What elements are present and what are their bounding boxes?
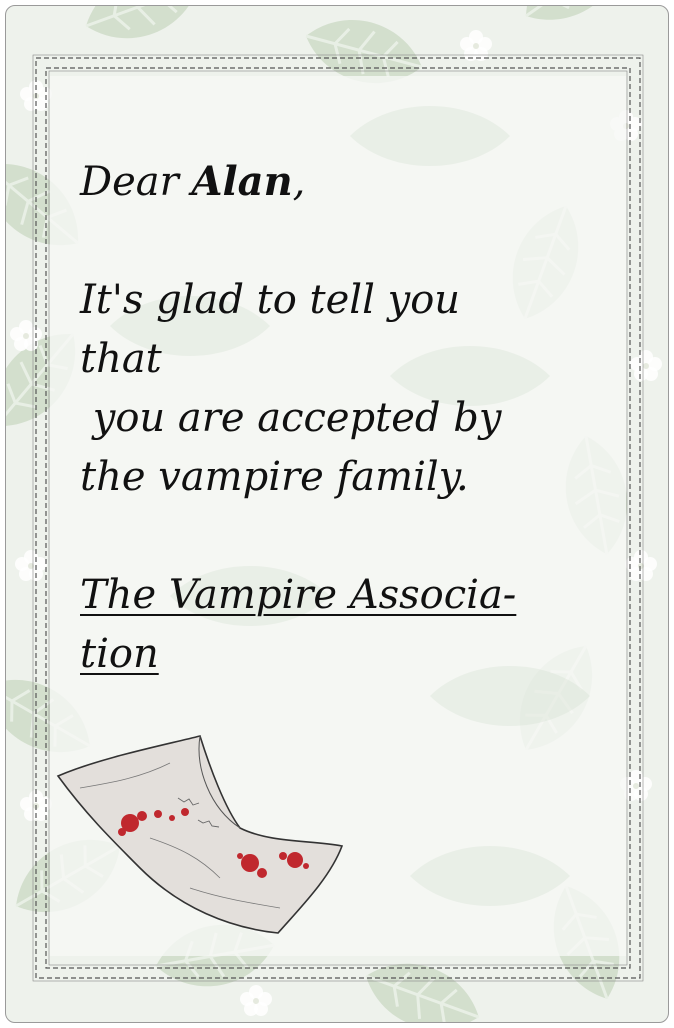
signature-line: The Vampire Associa-: [80, 572, 517, 618]
body-line: you are accepted by: [80, 395, 502, 441]
letter-text: [80, 152, 580, 684]
greeting-prefix: Dear: [80, 159, 192, 205]
body-line: It's glad to tell you: [80, 277, 461, 323]
paragraph-gap: [80, 507, 580, 566]
body-line: the vampire family.: [80, 454, 469, 500]
body-line: that: [80, 336, 162, 382]
bloody-paper-illustration: [50, 728, 360, 948]
greeting-suffix: ,: [292, 159, 306, 205]
recipient-name: Alan: [191, 158, 293, 205]
greeting-line: [80, 152, 580, 212]
paragraph-gap: [80, 212, 580, 271]
signature-line: tion: [80, 631, 159, 677]
